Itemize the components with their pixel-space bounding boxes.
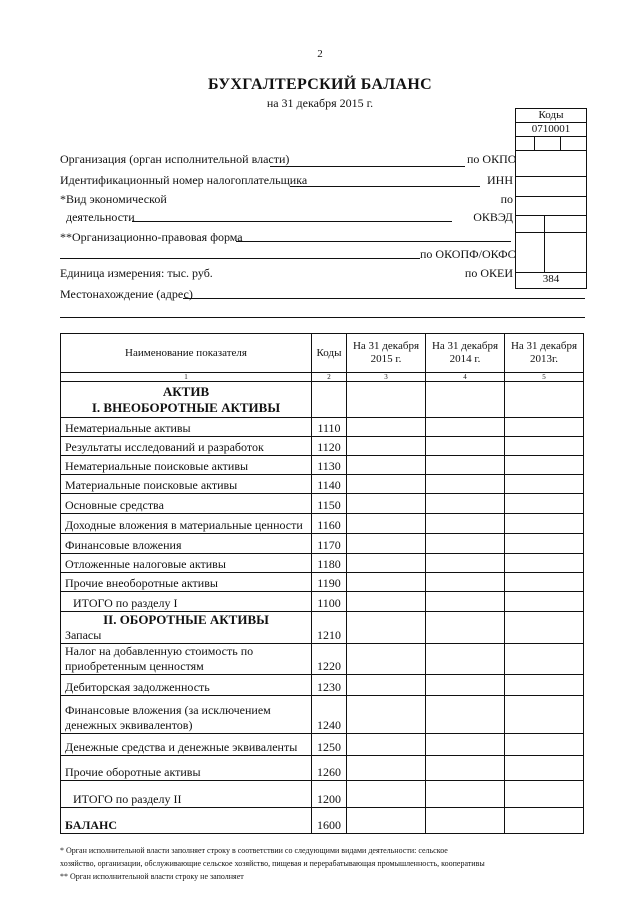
value-2014-cell[interactable] <box>426 756 505 781</box>
table-row <box>61 781 584 808</box>
org-field[interactable] <box>270 166 465 167</box>
value-2015-cell[interactable] <box>347 781 426 808</box>
value-2013-cell[interactable] <box>505 644 584 675</box>
row-code: 1110 <box>312 418 347 437</box>
value-2014-cell[interactable] <box>426 612 505 644</box>
date-code-cells <box>516 137 586 151</box>
value-2015-cell[interactable] <box>347 696 426 734</box>
value-2013-cell[interactable] <box>505 534 584 554</box>
activity-field[interactable] <box>132 221 452 222</box>
value-2015-cell[interactable] <box>347 382 426 418</box>
location-label: Местонахождение (адрес) <box>60 287 193 301</box>
row-label: ИТОГО по разделу II <box>61 781 312 808</box>
table-row <box>61 418 584 437</box>
okei-code: 384 <box>542 273 560 285</box>
row-label: Основные средства <box>61 494 312 514</box>
row-label: Нематериальные активы <box>61 418 312 437</box>
okopf-cell[interactable] <box>516 233 586 273</box>
page-number: 2 <box>317 48 323 60</box>
table-row <box>61 644 584 675</box>
row-label: Материальные поисковые активы <box>61 475 312 494</box>
row-code: 1240 <box>312 696 347 734</box>
value-2014-cell[interactable] <box>426 696 505 734</box>
codes-header: Коды <box>516 109 586 123</box>
activity-code-label-1: по <box>500 192 513 206</box>
table-row <box>61 554 584 573</box>
header-name: Наименование показателя <box>61 334 312 373</box>
value-2014-cell[interactable] <box>426 573 505 592</box>
value-2014-cell[interactable] <box>426 734 505 756</box>
value-2014-cell[interactable] <box>426 382 505 418</box>
value-2015-cell[interactable] <box>347 612 426 644</box>
footnote-2: ** Орган исполнительной власти строку не заполняет <box>60 872 244 881</box>
inn-code-label: ИНН <box>487 173 513 187</box>
row-code: 1180 <box>312 554 347 573</box>
balance-table <box>60 333 584 834</box>
value-2014-cell[interactable] <box>426 592 505 612</box>
header-2013: На 31 декабря 2013г. <box>505 334 584 373</box>
table-row <box>61 475 584 494</box>
header-2014: На 31 декабря 2014 г. <box>426 334 505 373</box>
okved-cell[interactable] <box>516 197 586 233</box>
row-code: 1150 <box>312 494 347 514</box>
value-2015-cell[interactable] <box>347 514 426 534</box>
value-2015-cell[interactable] <box>347 475 426 494</box>
value-2013-cell[interactable] <box>505 437 584 456</box>
value-2013-cell[interactable] <box>505 514 584 534</box>
value-2013-cell[interactable] <box>505 554 584 573</box>
value-2013-cell[interactable] <box>505 592 584 612</box>
row-label: Финансовые вложения <box>61 534 312 554</box>
table-row <box>61 437 584 456</box>
org-code-label: по ОКПО <box>467 152 517 166</box>
row-code: 1200 <box>312 781 347 808</box>
row-label: Результаты исследований и разработок <box>61 437 312 456</box>
row-code: 1250 <box>312 734 347 756</box>
value-2014-cell[interactable] <box>426 554 505 573</box>
table-row <box>61 514 584 534</box>
unit-label: Единица измерения: тыс. руб. <box>60 266 213 280</box>
table-header-row <box>61 334 584 373</box>
col-number: 4 <box>426 373 505 382</box>
row-label-text: Запасы <box>65 628 102 642</box>
table-row <box>61 808 584 834</box>
value-2015-cell[interactable] <box>347 808 426 834</box>
value-2014-cell[interactable] <box>426 475 505 494</box>
value-2013-cell[interactable] <box>505 418 584 437</box>
okud-code: 0710001 <box>516 123 586 137</box>
row-label: ИТОГО по разделу I <box>61 592 312 612</box>
row-code: 1600 <box>312 808 347 834</box>
activity-label-1: *Вид экономической <box>60 192 167 206</box>
okpo-cell[interactable] <box>516 151 586 177</box>
document-title: БУХГАЛТЕРСКИЙ БАЛАНС <box>208 76 432 93</box>
value-2014-cell[interactable] <box>426 675 505 696</box>
value-2014-cell[interactable] <box>426 534 505 554</box>
row-label <box>61 382 312 418</box>
location-field-2[interactable] <box>60 317 585 318</box>
value-2014-cell[interactable] <box>426 494 505 514</box>
table-row <box>61 675 584 696</box>
footnotes <box>60 844 590 883</box>
value-2015-cell[interactable] <box>347 418 426 437</box>
row-code: 1210 <box>312 612 347 644</box>
section-row <box>61 382 584 418</box>
value-2013-cell[interactable] <box>505 612 584 644</box>
section-2-heading: II. ОБОРОТНЫЕ АКТИВЫ <box>103 612 269 627</box>
value-2015-cell[interactable] <box>347 644 426 675</box>
activity-code-label-2: ОКВЭД <box>473 210 513 224</box>
unit-code-label: по ОКЕИ <box>464 266 513 280</box>
value-2014-cell[interactable] <box>426 437 505 456</box>
value-2013-cell[interactable] <box>505 456 584 475</box>
row-label: Нематериальные поисковые активы <box>61 456 312 475</box>
inn-field[interactable] <box>290 186 480 187</box>
table-row <box>61 612 584 644</box>
col-number: 3 <box>347 373 426 382</box>
row-code: 1120 <box>312 437 347 456</box>
value-2014-cell[interactable] <box>426 418 505 437</box>
col-number: 2 <box>312 373 347 382</box>
row-label: Финансовые вложения (за исключением денежных эквивалентов) <box>61 696 312 734</box>
value-2015-cell[interactable] <box>347 573 426 592</box>
table-row <box>61 494 584 514</box>
table-row <box>61 456 584 475</box>
document-date: на 31 декабря 2015 г. <box>266 96 374 110</box>
row-code: 1260 <box>312 756 347 781</box>
value-2013-cell[interactable] <box>505 475 584 494</box>
row-code: 1160 <box>312 514 347 534</box>
row-code: 1100 <box>312 592 347 612</box>
table-row <box>61 696 584 734</box>
col-number: 1 <box>61 373 312 382</box>
legal-form-field-1[interactable] <box>236 241 511 242</box>
row-label <box>61 612 312 644</box>
footnote-1-line-1: * Орган исполнительной власти заполняет строку в соответствии со следующими видами деятельности: сельское <box>60 846 448 855</box>
value-2014-cell[interactable] <box>426 644 505 675</box>
row-code <box>312 382 347 418</box>
table-row <box>61 756 584 781</box>
value-2015-cell[interactable] <box>347 534 426 554</box>
row-label: БАЛАНС <box>61 808 312 834</box>
row-label: Прочие оборотные активы <box>61 756 312 781</box>
row-label: Налог на добавленную стоимость по приобретенным ценностям <box>61 644 312 675</box>
value-2014-cell[interactable] <box>426 808 505 834</box>
activity-label-2: деятельности <box>66 210 135 224</box>
value-2013-cell[interactable] <box>505 573 584 592</box>
header-code: Коды <box>312 334 347 373</box>
legal-form-code-label: по ОКОПФ/ОКФС <box>420 247 516 261</box>
value-2013-cell[interactable] <box>505 781 584 808</box>
value-2014-cell[interactable] <box>426 456 505 475</box>
row-code: 1230 <box>312 675 347 696</box>
table-row <box>61 592 584 612</box>
row-code: 1130 <box>312 456 347 475</box>
row-code: 1170 <box>312 534 347 554</box>
value-2013-cell[interactable] <box>505 734 584 756</box>
row-label: Доходные вложения в материальные ценности <box>61 514 312 534</box>
column-number-row <box>61 373 584 382</box>
row-label: Отложенные налоговые активы <box>61 554 312 573</box>
footnote-1-line-2: хозяйство, организации, обслуживающие сельское хозяйство, пищевая и перерабатывающая промышленность, кооперативы <box>60 859 485 868</box>
header-2015: На 31 декабря 2015 г. <box>347 334 426 373</box>
location-field-1[interactable] <box>183 298 585 299</box>
table-row <box>61 573 584 592</box>
row-code: 1220 <box>312 644 347 675</box>
row-code: 1140 <box>312 475 347 494</box>
inn-label: Идентификационный номер налогоплательщика <box>60 173 308 187</box>
value-2015-cell[interactable] <box>347 734 426 756</box>
table-row <box>61 734 584 756</box>
value-2015-cell[interactable] <box>347 437 426 456</box>
value-2014-cell[interactable] <box>426 514 505 534</box>
section-asset-heading: АКТИВ <box>162 383 210 399</box>
col-number: 5 <box>505 373 584 382</box>
row-label: Дебиторская задолженность <box>61 675 312 696</box>
inn-cell[interactable] <box>516 177 586 197</box>
row-code: 1190 <box>312 573 347 592</box>
value-2013-cell[interactable] <box>505 696 584 734</box>
section-1-heading: I. ВНЕОБОРОТНЫЕ АКТИВЫ <box>91 399 281 415</box>
value-2013-cell[interactable] <box>505 494 584 514</box>
value-2013-cell[interactable] <box>505 675 584 696</box>
table-row <box>61 534 584 554</box>
value-2014-cell[interactable] <box>426 781 505 808</box>
value-2015-cell[interactable] <box>347 554 426 573</box>
value-2013-cell[interactable] <box>505 808 584 834</box>
legal-form-label: **Организационно-правовая форма <box>60 230 243 244</box>
value-2013-cell[interactable] <box>505 382 584 418</box>
codes-box <box>515 108 587 289</box>
value-2015-cell[interactable] <box>347 456 426 475</box>
org-label: Организация (орган исполнительной власти) <box>60 152 290 166</box>
legal-form-field-2[interactable] <box>60 258 420 259</box>
value-2015-cell[interactable] <box>347 494 426 514</box>
value-2015-cell[interactable] <box>347 675 426 696</box>
row-label: Прочие внеоборотные активы <box>61 573 312 592</box>
row-label: Денежные средства и денежные эквиваленты <box>61 734 312 756</box>
value-2015-cell[interactable] <box>347 756 426 781</box>
value-2013-cell[interactable] <box>505 756 584 781</box>
value-2015-cell[interactable] <box>347 592 426 612</box>
